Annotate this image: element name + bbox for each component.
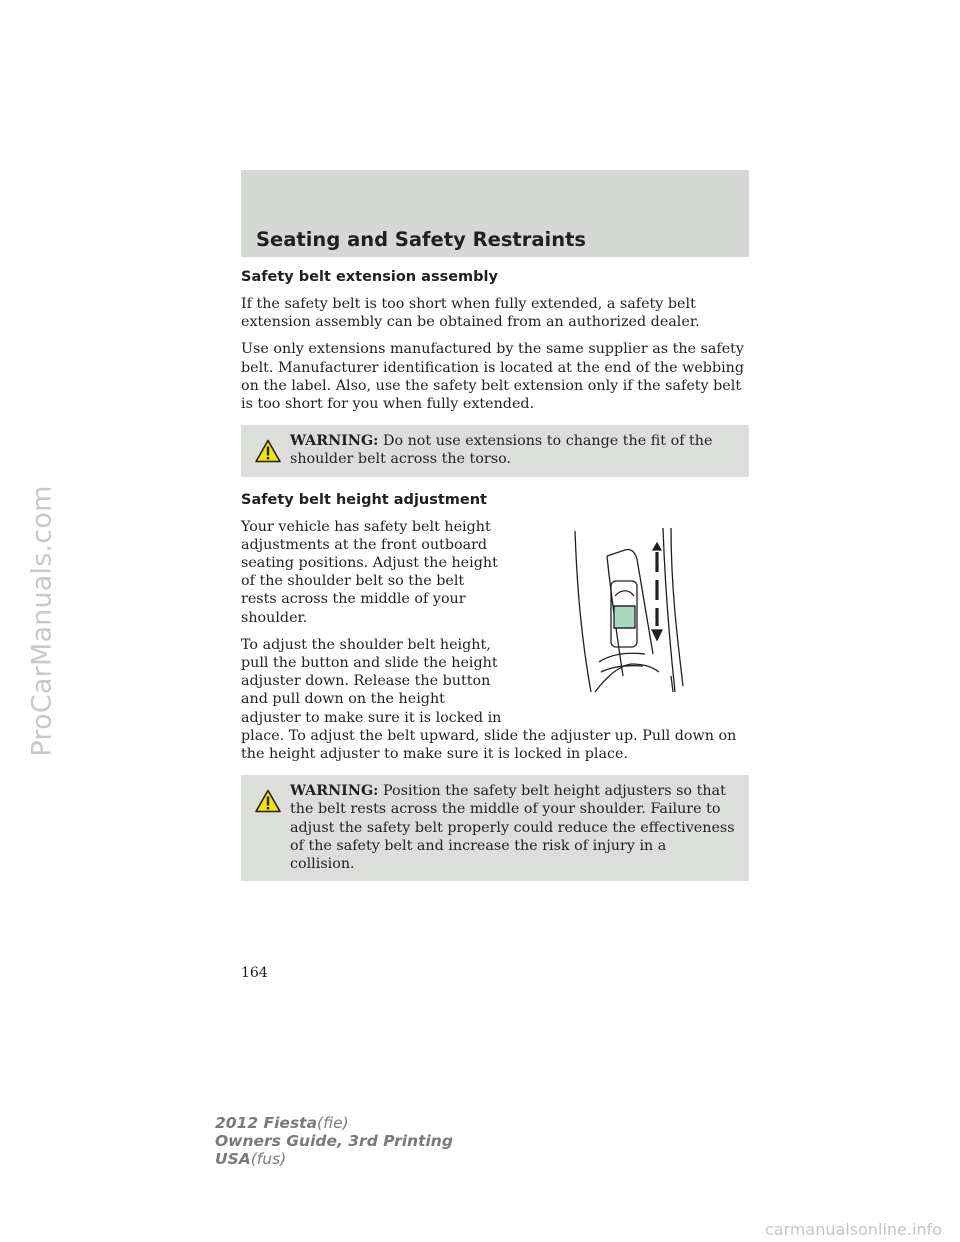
warning-box-height [241,775,749,881]
paragraph-height-1: Your vehicle has safety belt height adjustments at the front outboard seating positions. Adjust the height of the shoulder belt so the belt rests across the middle of your shoulder. [241,518,498,626]
heading-height-adjustment: Safety belt height adjustment [241,491,487,508]
section-header-band [241,170,749,257]
warning-text: Position the safety belt height adjusters so that the belt rests across the middle of your shoulder. Failure to adjust the safety belt properly could reduce the effectiveness of the safety belt and increase the risk of injury in a collision. [290,783,735,873]
footer-model: 2012 Fiesta [215,1114,318,1132]
paragraph-extension-1: If the safety belt is too short when fully extended, a safety belt extension assembly can be obtained from an authorized dealer. [241,296,700,331]
paragraph-height-2-end: place. To adjust the belt upward, slide the adjuster up. Pull down on the height adjuster to make sure it is locked in place. [241,727,737,763]
footer-market: USA [215,1150,251,1168]
paragraph-extension-2: Use only extensions manufactured by the same supplier as the safety belt. Manufacturer identification is located at the end of the webbing on the label. Also, use the safety belt extension only if the safety belt is too short for you when fully extended. [241,341,745,413]
footer-market-code: (fus) [250,1150,287,1168]
warning-label: WARNING: [290,783,379,800]
section-title: Seating and Safety Restraints [256,228,587,251]
belt-height-adjuster-illustration [567,526,699,692]
page-content [241,268,749,895]
warning-label: WARNING: [290,433,379,450]
watermark-text: ProCarManuals.com [26,485,58,757]
footer-printing: Owners Guide, 3rd Printing [215,1132,453,1150]
warning-box-extension [241,425,749,476]
warning-triangle-icon [255,439,281,463]
site-watermark: carmanualsonline.info [764,1220,942,1239]
paragraph-height-2-start: To adjust the shoulder belt height, pull the button and slide the height adjuster down. Release the button and pull down on the height adjuster to make sure it is locked in [241,636,502,726]
height-adjust-section [241,518,749,764]
warning-text: Do not use extensions to change the fit of the shoulder belt across the torso. [290,433,713,468]
page-number: 164 [241,965,268,981]
warning-triangle-icon [255,789,281,813]
footer-model-code: (fie) [317,1114,349,1132]
footer-edition-info [215,1114,453,1168]
heading-extension-assembly: Safety belt extension assembly [241,269,498,285]
